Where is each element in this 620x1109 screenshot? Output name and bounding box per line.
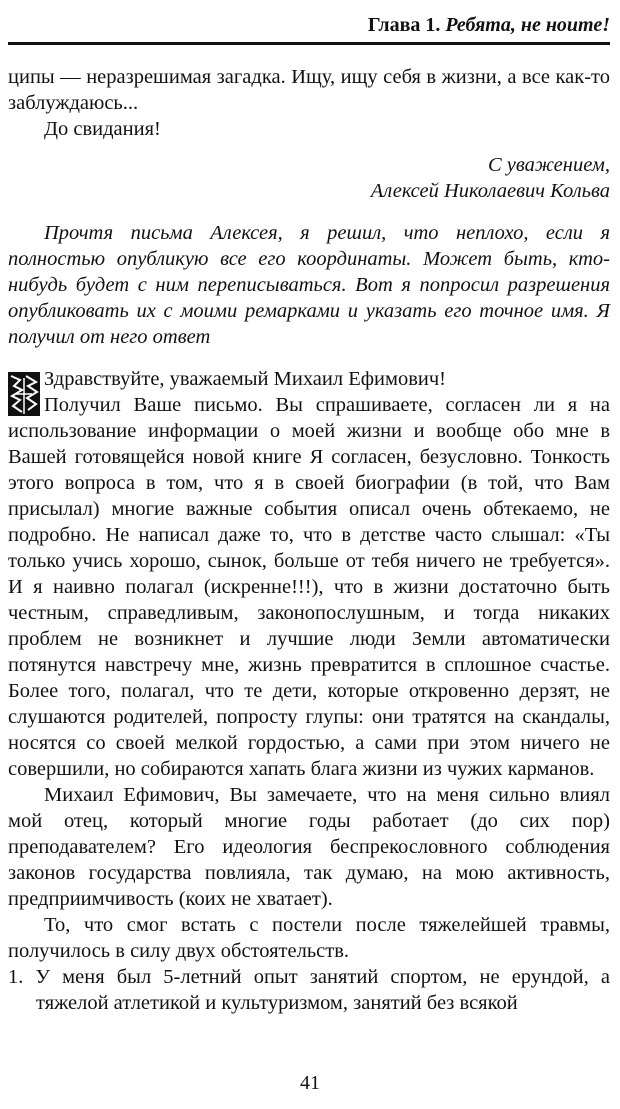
signature-line-1: С уважением, bbox=[487, 154, 610, 176]
list-item-1: 1. У меня был 5-летний опыт занятий спортом, не ерундой, а тяжелой атлетикой и культуризмом, занятий без всякой bbox=[8, 966, 610, 1014]
letter-body-3: То, что смог встать с постели после тяжелейшей травмы, получилось в силу двух обстоятельств. bbox=[8, 914, 610, 962]
letter-body-1: Получил Ваше письмо. Вы спрашиваете, согласен ли я на использование информации о моей жизни и вообще обо мне в Вашей готовящейся новой книге Я согласен, безусловно. Тонкость этого вопроса в том, что я в своей биографии (в той, что Вам присылал) многие важные события описал очень обтекаемо, не подробно. Не написал даже то, что в детстве часто слышал: «Ты только учись хорошо, сынок, больше от тебя ничего не требуется». И я наивно полагал (искренне!!!), что в жизни достаточно быть честным, справедливым, законопослушным, и тогда никаких проблем не возникнет и лучшие люди Земли автоматически потянутся навстречу мне, жизнь превратится в сплошное счастье. Более того, полагал, что те дети, которые откровенно дерзят, не слушаются родителей, попросту глупы: они тратятся на скандалы, носятся со своей мелкой гордостью, а сами при этом ничего не совершили, но собираются хапать блага жизни из чужих карманов. bbox=[8, 394, 610, 780]
header-rule bbox=[8, 42, 610, 45]
author-note: Прочтя письма Алексея, я решил, что неплохо, если я полностью опубликую все его координаты. Может быть, кто-нибудь будет с ним переписываться. Вот я попросил разрешения опубликовать их с моими ремарками и указать его точное имя. Я получил от него ответ bbox=[8, 222, 610, 348]
chapter-label: Глава 1. bbox=[367, 14, 441, 36]
paragraph-continued: ципы — неразрешимая загадка. Ищу, ищу себя в жизни, а все как-то заблуждаюсь... bbox=[8, 66, 610, 114]
chapter-title: Ребята, не ноите! bbox=[445, 14, 610, 36]
page-number: 41 bbox=[300, 1072, 320, 1094]
letter-body-2: Михаил Ефимович, Вы замечаете, что на меня сильно влиял мой отец, который многие годы работает (до сих пор) преподавателем? Его идеология беспрекословного соблюдения законов государства повлияла, так думаю, на мою активность, предприимчивость (коих не хватает). bbox=[8, 784, 610, 910]
letter-marker-icon bbox=[8, 370, 40, 418]
signature-line-2: Алексей Николаевич Кольва bbox=[370, 180, 610, 202]
greeting: Здравствуйте, уважаемый Михаил Ефимович! bbox=[44, 368, 447, 390]
page-body bbox=[8, 64, 610, 1016]
running-header bbox=[368, 14, 610, 37]
farewell: До свидания! bbox=[44, 118, 161, 140]
